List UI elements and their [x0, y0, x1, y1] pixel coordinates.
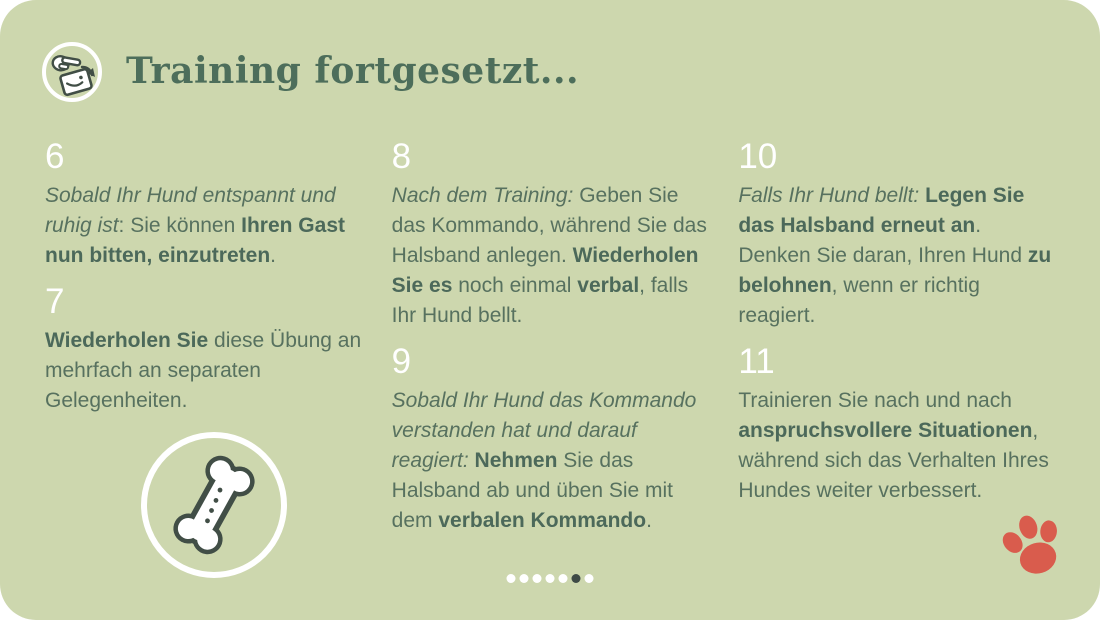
pagination-dot[interactable] [507, 574, 516, 583]
step-number: 8 [391, 137, 412, 176]
step-11 [738, 341, 1059, 506]
steps-grid [45, 136, 1059, 578]
pagination-dot[interactable] [546, 574, 555, 583]
step-number: 10 [738, 137, 778, 176]
step-text: Wiederholen Sie diese Übung an mehrfach an separaten Gelegenheiten. [45, 329, 362, 412]
column-2 [392, 136, 713, 578]
step-7 [45, 281, 366, 416]
pagination-dot[interactable] [559, 574, 568, 583]
step-number: 11 [738, 342, 775, 381]
pagination-dot[interactable] [572, 574, 581, 583]
step-text: Nach dem Training: Geben Sie das Kommando, während Sie das Halsband anlegen. Wiederholen Sie es noch einmal verbal, falls Ihr Hund bellt. [391, 184, 707, 327]
header [42, 42, 579, 102]
paw-icon [996, 510, 1070, 580]
pagination-dots [507, 574, 594, 583]
step-6 [45, 136, 366, 271]
step-text: Trainieren Sie nach und nach anspruchsvollere Situationen, während sich das Verhalten Ihres Hundes weiter verbessert. [738, 389, 1049, 502]
hand-signal-icon [42, 42, 102, 102]
pagination-dot[interactable] [533, 574, 542, 583]
bone-icon [141, 432, 287, 578]
step-text: Falls Ihr Hund bellt: Legen Sie das Halsband erneut an. Denken Sie daran, Ihren Hund zu belohnen, wenn er richtig reagiert. [738, 184, 1052, 327]
step-number: 6 [45, 137, 65, 176]
step-number: 9 [391, 342, 412, 381]
pagination-dot[interactable] [585, 574, 594, 583]
column-1 [45, 136, 366, 578]
step-text: Sobald Ihr Hund das Kommando verstanden hat und darauf reagiert: Nehmen Sie das Halsband ab und üben Sie mit dem verbalen Kommando. [391, 389, 697, 532]
step-10 [738, 136, 1059, 331]
step-9 [392, 341, 713, 536]
step-8 [392, 136, 713, 331]
step-text: Sobald Ihr Hund entspannt und ruhig ist: Sie können Ihren Gast nun bitten, einzutreten. [45, 184, 345, 267]
step-number: 7 [45, 282, 65, 321]
page-title: Training fortgesetzt... [126, 50, 580, 93]
pagination-dot[interactable] [520, 574, 529, 583]
